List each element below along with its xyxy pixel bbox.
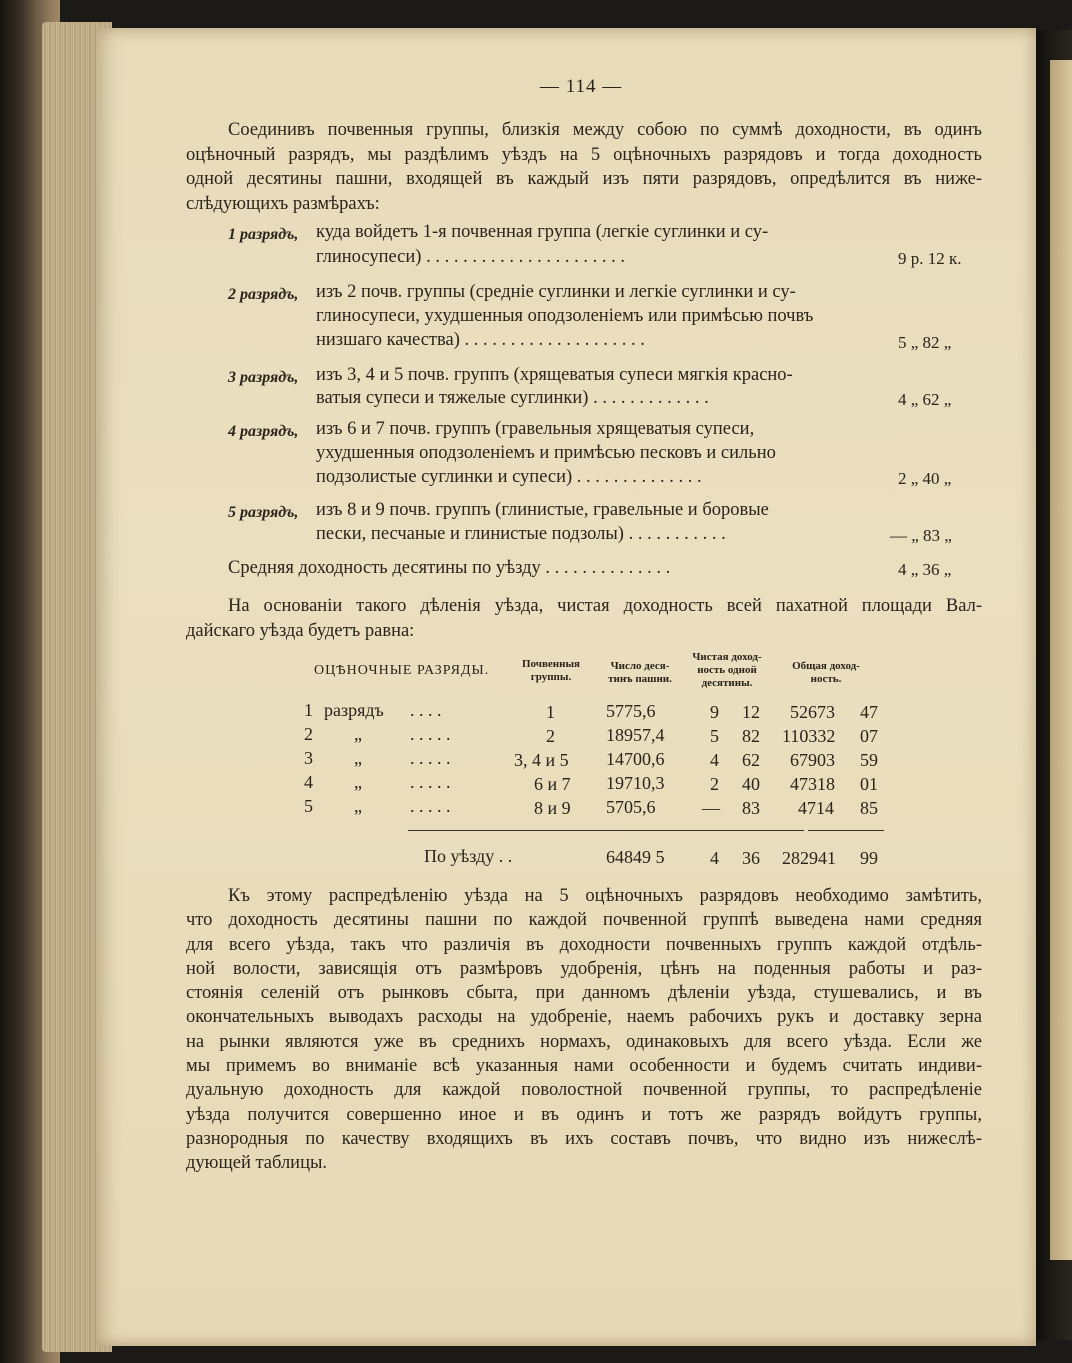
- row-total-r: 4714: [798, 798, 834, 818]
- row-rub: 5: [710, 726, 719, 746]
- pretable-line: На основаніи такого дѣленія уѣзда, чистая доходность всей пахатной площади Вал-: [228, 596, 982, 616]
- total-rub: 4: [710, 848, 719, 868]
- row-area: 14700,6: [606, 749, 665, 769]
- row-rub: —: [702, 798, 720, 818]
- total-label: По уѣзду . .: [424, 846, 513, 866]
- grade-line: изъ 3, 4 и 5 почв. группъ (хрящеватыя супеси мягкія красно-: [316, 365, 793, 385]
- row-kop: 62: [742, 750, 760, 770]
- grade-line: куда войдетъ 1-я почвенная группа (легкіе суглинки и су-: [316, 222, 769, 242]
- grade-line: изъ 8 и 9 почв. группъ (глинистые, гравельные и боровые: [316, 500, 769, 520]
- row-groups: 6 и 7: [534, 774, 571, 794]
- row-dots: . . . . .: [410, 796, 451, 816]
- grade-line: низшаго качества) . . . . . . . . . . . . . . . . . . . .: [316, 330, 645, 350]
- next-page-sliver: [1050, 60, 1072, 1260]
- header-grades: ОЦѢНОЧНЫЕ РАЗРЯДЫ.: [314, 663, 490, 678]
- closing-line: для всего уѣзда, такъ что различія въ доходности почвенныхъ группъ каждой отдѣль-: [186, 934, 982, 955]
- grade-value: 4 „ 62 „: [898, 390, 952, 409]
- row-number: 1: [304, 700, 313, 720]
- header-net-line: десятины.: [701, 677, 753, 689]
- header-groups-line: Почвенныя: [521, 658, 580, 670]
- total-area: 64849 5: [606, 847, 665, 867]
- total-sum-k: 99: [860, 848, 878, 868]
- header-net-line: Чистая доход-: [692, 651, 762, 663]
- row-name: „: [354, 724, 362, 744]
- row-total-r: 67903: [790, 750, 835, 770]
- grade-value: — „ 83 „: [890, 526, 952, 545]
- intro-line: одной десятины пашни, входящей въ каждый изъ пяти разрядовъ, опредѣлится въ ниже-: [186, 169, 982, 189]
- grade-label: 2 разрядъ,: [228, 286, 299, 303]
- intro-line: оцѣночный разрядъ, мы раздѣлимъ уѣздъ на 5 оцѣночныхъ разрядовъ и тогда доходность: [186, 144, 982, 165]
- row-kop: 82: [742, 726, 760, 746]
- closing-line: окончательныхъ выводахъ расходы на удобреніе, наемъ рабочихъ рукъ и доставку зерна: [186, 1007, 982, 1028]
- total-sum-r: 282941: [782, 848, 836, 868]
- row-kop: 40: [742, 774, 760, 794]
- row-total-r: 52673: [790, 702, 835, 722]
- row-dots: . . . . .: [410, 724, 451, 744]
- header-groups: [515, 658, 587, 684]
- row-number: 4: [304, 772, 313, 792]
- header-total-line: ность.: [810, 673, 842, 685]
- row-number: 5: [304, 796, 313, 816]
- row-rub: 9: [710, 702, 719, 722]
- table-sum-rule-total: [808, 830, 884, 831]
- grade-label: 1 разрядъ,: [228, 226, 299, 243]
- row-groups: 2: [546, 726, 555, 746]
- closing-line: что доходность десятины пашни по каждой почвенной группѣ выведена нами средняя: [186, 910, 982, 931]
- grade-line: изъ 6 и 7 почв. группъ (гравельныя хрящеватыя супеси,: [316, 419, 755, 439]
- intro-paragraph: [186, 118, 982, 216]
- grade-value: 9 р. 12 к.: [898, 249, 962, 268]
- row-dots: . . . . .: [410, 748, 451, 768]
- pretable-paragraph: [186, 594, 982, 643]
- row-name: „: [354, 748, 362, 768]
- grade-value: 2 „ 40 „: [898, 469, 952, 488]
- grade-label: 4 разрядъ,: [228, 423, 299, 440]
- row-area: 19710,3: [606, 773, 665, 793]
- header-groups-line: группы.: [530, 671, 572, 683]
- row-groups: 3, 4 и 5: [514, 750, 569, 770]
- row-total-r: 47318: [790, 774, 835, 794]
- average-value: 4 „ 36 „: [898, 560, 952, 579]
- grade-line: ватыя супеси и тяжелые суглинки) . . . . . . . . . . . . .: [316, 388, 709, 408]
- grade-line: подзолистые суглинки и супеси) . . . . . . . . . . . . . .: [316, 467, 702, 487]
- row-rub: 4: [710, 750, 719, 770]
- row-total-k: 01: [860, 774, 878, 794]
- grade-line: ухудшенныя оподзоленіемъ и примѣсью песковъ и сильно: [316, 443, 776, 463]
- header-area-line: тинъ пашни.: [608, 673, 672, 685]
- intro-line: Соединивъ почвенныя группы, близкія между собою по суммѣ доходности, въ одинъ: [228, 120, 982, 140]
- row-groups: 8 и 9: [534, 798, 571, 818]
- grade-line: глиносупеси) . . . . . . . . . . . . . . . . . . . . . .: [316, 247, 625, 267]
- closing-line: Къ этому распредѣленію уѣзда на 5 оцѣночныхъ разрядовъ необходимо замѣтить,: [228, 886, 982, 906]
- row-dots: . . . .: [410, 700, 442, 720]
- pretable-line: дайскаго уѣзда будетъ равна:: [186, 620, 415, 641]
- average-text: Средняя доходность десятины по уѣзду . . . . . . . . . . . . . .: [228, 558, 671, 578]
- header-net-line: ность одной: [697, 664, 757, 676]
- closing-line: дуальную доходность для каждой поволостной почвенной группы, то распредѣленіе: [186, 1080, 982, 1101]
- row-number: 2: [304, 724, 313, 744]
- row-total-k: 85: [860, 798, 878, 818]
- header-area: [600, 660, 680, 686]
- row-number: 3: [304, 748, 313, 768]
- table-sum-rule: [408, 830, 804, 831]
- page-number: — 114 —: [540, 76, 623, 97]
- grade-line: глиносупеси, ухудшенныя оподзоленіемъ или примѣсью почвъ: [316, 306, 814, 326]
- row-area: 5705,6: [606, 797, 656, 817]
- header-total: [776, 660, 876, 686]
- closing-line: ной волости, зависящія отъ размѣровъ удобренія, цѣнъ на поденныя работы и раз-: [186, 958, 982, 979]
- row-area: 5775,6: [606, 701, 656, 721]
- grade-line: пески, песчаные и глинистые подзолы) . . . . . . . . . . .: [316, 524, 726, 544]
- header-area-line: Число деся-: [610, 660, 670, 672]
- closing-line: стоянія селеній отъ рынковъ сбыта, при данномъ дѣленіи уѣзда, стушевались, и въ: [186, 983, 982, 1004]
- row-total-k: 07: [860, 726, 878, 746]
- grade-line: изъ 2 почв. группы (средніе суглинки и легкіе суглинки и су-: [316, 282, 796, 302]
- row-name: „: [354, 772, 362, 792]
- intro-line: слѣдующихъ размѣрахъ:: [186, 193, 380, 214]
- row-total-k: 47: [860, 702, 878, 722]
- grade-label: 3 разрядъ,: [228, 369, 299, 386]
- closing-line: разнородныя по качеству входящихъ въ ихъ составъ почвъ, что видно изъ нижеслѣ-: [186, 1128, 982, 1149]
- grade-value: 5 „ 82 „: [898, 333, 952, 352]
- row-total-k: 59: [860, 750, 878, 770]
- row-name: „: [354, 796, 362, 816]
- closing-line: дующей таблицы.: [186, 1153, 328, 1174]
- row-groups: 1: [546, 702, 555, 722]
- row-kop: 12: [742, 702, 760, 722]
- grade-label: 5 разрядъ,: [228, 504, 299, 521]
- header-total-line: Общая доход-: [792, 660, 860, 672]
- row-dots: . . . . .: [410, 772, 451, 792]
- row-area: 18957,4: [606, 725, 665, 745]
- row-rub: 2: [710, 774, 719, 794]
- closing-line: уѣзда получится совершенно иное и въ одинъ и тотъ же разрядъ войдутъ группы,: [186, 1104, 982, 1125]
- row-total-r: 110332: [782, 726, 836, 746]
- closing-line: на рынки являются уже въ среднихъ нормахъ, одинаковыхъ для всего уѣзда. Если же: [186, 1031, 982, 1052]
- closing-paragraph: [186, 884, 982, 1176]
- row-name: разрядъ: [324, 700, 384, 720]
- header-net: [682, 651, 772, 690]
- total-kop: 36: [742, 848, 760, 868]
- right-page-edge: [1036, 30, 1072, 1340]
- closing-line: мы примемъ во вниманіе всѣ указанныя нами особенности и будемъ считать индиви-: [186, 1056, 982, 1077]
- row-kop: 83: [742, 798, 760, 818]
